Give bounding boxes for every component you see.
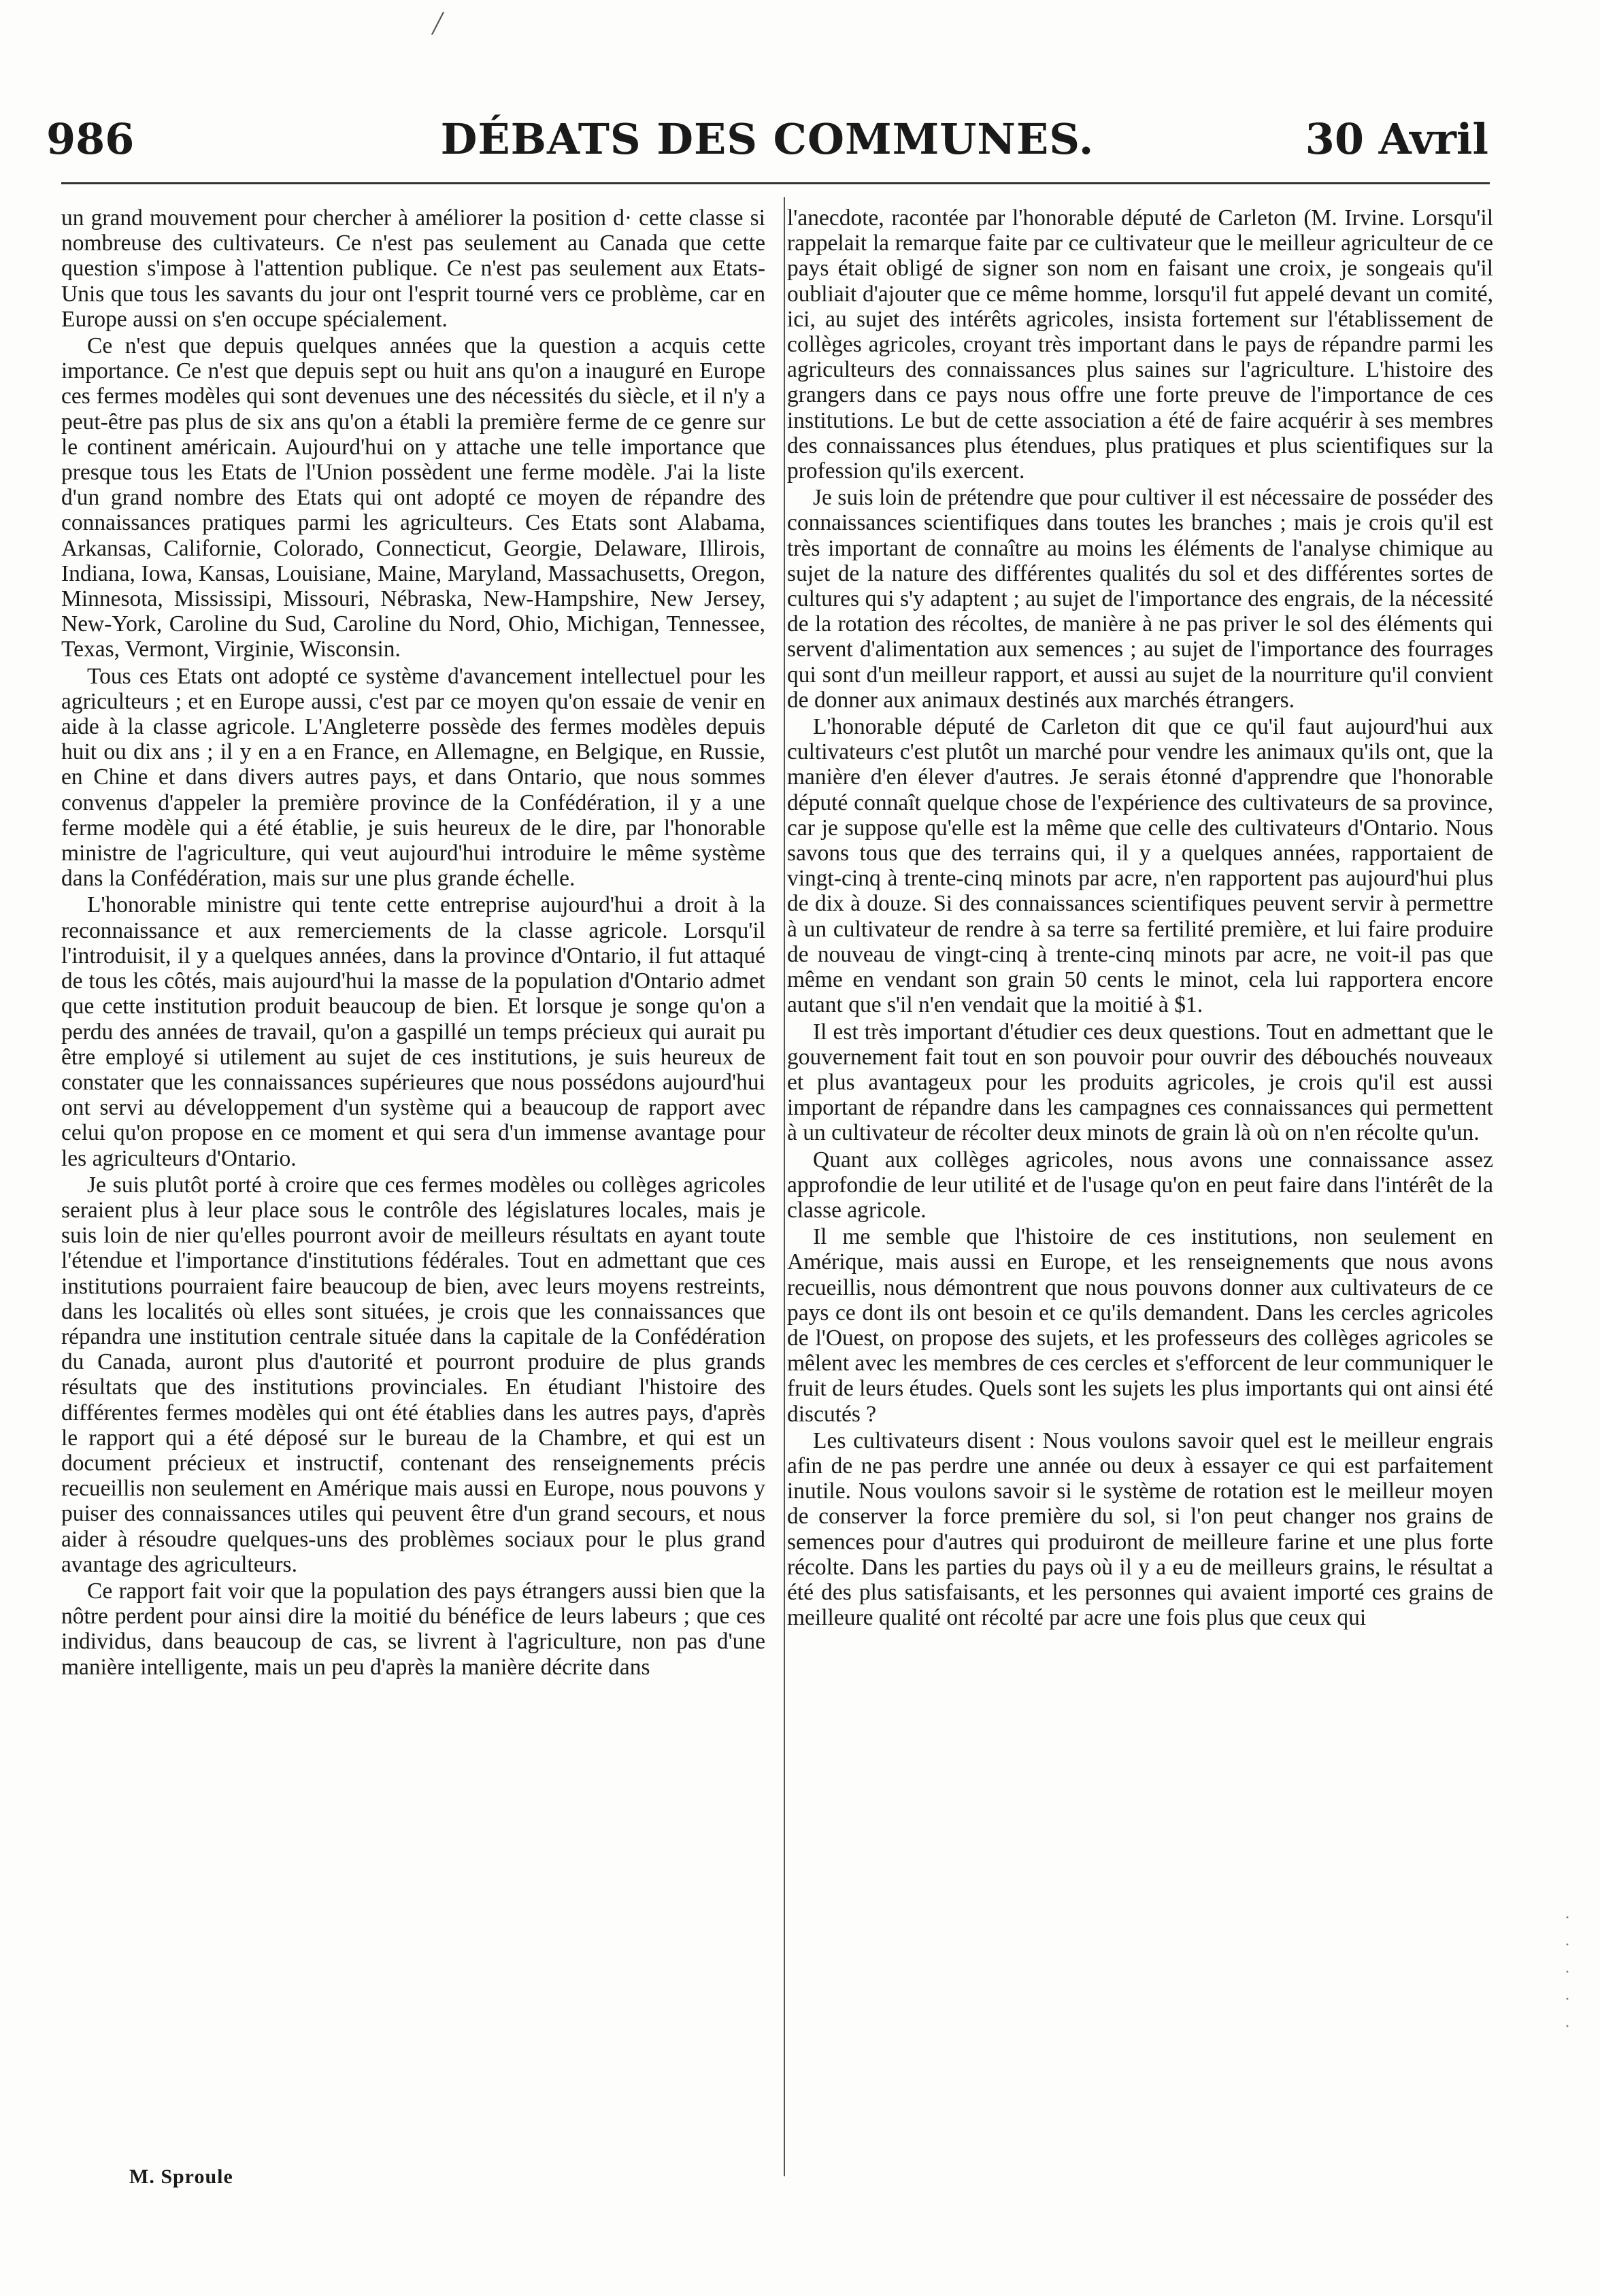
page-title: DÉBATS DES COMMUNES. xyxy=(440,114,1095,164)
paragraph: Je suis loin de prétendre que pour cultiver il est nécessaire de posséder des connaissances scientifiques dans toutes les branches ; mais je crois qu'il est très important de connaître au moins les éléments de l'analyse chimique au sujet de la nature des différentes qualités du sol et des différentes sortes de cultures qui s'y adaptent ; au sujet de l'importance des engrais, de la nécessité de la rotation des récoltes, de manière à ne pas priver le sol des éléments qui servent d'alimentation aux semences ; au sujet de l'importance des fourrages qui sont d'un meilleur rapport, et aussi au sujet de la nourriture qu'il convient de donner aux animaux destinés aux marchés étrangers. xyxy=(787,485,1493,713)
scan-mark: ╱ xyxy=(432,14,444,35)
margin-marks: · · · · · xyxy=(1565,1909,1570,2036)
left-column xyxy=(61,205,765,2178)
paragraph: Les cultivateurs disent : Nous voulons savoir quel est le meilleur engrais afin de ne pas perdre une année ou deux à essayer ce qui est parfaitement inutile. Nous voulons savoir si le système de rotation est le meilleur moyen de conserver la force première du sol, si l'on peut changer nos grains de semences pour d'autres qui produiront de meilleure farine et une plus forte récolte. Dans les parties du pays où il y a eu de meilleurs grains, le résultat a été des plus satisfaisants, et les personnes qui avaient importé ces grains de meilleure qualité ont récolté par acre une fois plus que ceux qui xyxy=(787,1428,1493,1631)
column-divider xyxy=(784,197,785,2176)
paragraph: Je suis plutôt porté à croire que ces fermes modèles ou collèges agricoles seraient plus à leur place sous le contrôle des législatures locales, mais je suis loin de nier qu'elles pourront avoir de meilleurs résultats en ayant toute l'étendue et l'importance d'institutions fédérales. Tout en admettant que ces institutions pourraient faire beaucoup de bien, avec leurs moyens restreints, dans les localités où elles sont situées, je crois que les connaissances que répandra une institution centrale située dans la capitale de la Confédération du Canada, auront plus d'autorité et pourront produire de plus grands résultats que des institutions provinciales. En étudiant l'histoire des différentes fermes modèles qui ont été établies dans les autres pays, d'après le rapport qui a été déposé sur le bureau de la Chambre, et qui est un document précieux et instructif, contenant des renseignements précis recueillis non seulement en Amérique mais aussi en Europe, nous pouvons y puiser des connaissances utiles qui peuvent être d'un grand secours, et nous aider à résoudre quelques-uns des problèmes sociaux pour le plus grand avantage des agriculteurs. xyxy=(61,1172,765,1577)
page-date: 30 Avril xyxy=(1305,114,1488,164)
paragraph: Ce rapport fait voir que la population des pays étrangers aussi bien que la nôtre perdent pour ainsi dire la moitié du bénéfice de leurs labeurs ; que ces individus, dans beaucoup de cas, se livrent à l'agriculture, non pas d'une manière intelligente, mais un peu d'après la manière décrite dans xyxy=(61,1578,765,1680)
paragraph: Ce n'est que depuis quelques années que la question a acquis cette importance. Ce n'est que depuis sept ou huit ans qu'on a inauguré en Europe ces fermes modèles qui sont devenues une des nécessités du siècle, et il n'y a peut-être pas plus de six ans qu'on a établi la première ferme de ce genre sur le continent américain. Aujourd'hui on y attache une telle importance que presque tous les Etats de l'Union possèdent une ferme modèle. J'ai la liste d'un grand nombre des Etats qui ont adopté ce moyen de répandre des connaissances pratiques parmi les agriculteurs. Ces Etats sont Alabama, Arkansas, Californie, Colorado, Connecticut, Georgie, Delaware, Illirois, Indiana, Iowa, Kansas, Louisiane, Maine, Maryland, Massachusetts, Oregon, Minnesota, Mississipi, Missouri, Nébraska, New-Hampshire, New Jersey, New-York, Caroline du Sud, Caroline du Nord, Ohio, Michigan, Tennessee, Texas, Vermont, Virginie, Wisconsin. xyxy=(61,333,765,662)
paragraph: l'anecdote, racontée par l'honorable député de Carleton (M. Irvine. Lorsqu'il rappelait la remarque faite par ce cultivateur que le meilleur agriculteur de ce pays était obligé de signer son nom en faisant une croix, je songeais qu'il oubliait d'ajouter que ce même homme, lorsqu'il fut appelé devant un comité, ici, au sujet des intérêts agricoles, insista fortement sur l'établissement de collèges agricoles, croyant très important dans le pays de répandre parmi les agriculteurs des connaissances plus saines sur l'agriculture. L'histoire des grangers dans ce pays nous offre une forte preuve de l'importance de ces institutions. Le but de cette association a été de faire acquérir à ses membres des connaissances plus étendues, plus pratiques et plus scientifiques sur la profession qu'ils exercent. xyxy=(787,205,1493,484)
paragraph: Quant aux collèges agricoles, nous avons une connaissance assez approfondie de leur utilité et de l'usage qu'on en peut faire dans l'intérêt de la classe agricole. xyxy=(787,1147,1493,1223)
paragraph: L'honorable député de Carleton dit que ce qu'il faut aujourd'hui aux cultivateurs c'est plutôt un marché pour vendre les animaux qu'ils ont, que la manière d'en élever d'autres. Je serais étonné d'apprendre que l'honorable député connaît quelque chose de l'expérience des cultivateurs de sa province, car je suppose qu'elle est la même que celle des cultivateurs d'Ontario. Nous savons tous que des terrains qui, il y a quelques années, rapportaient de vingt-cinq à trente-cinq minots par acre, n'en rapportent pas aujourd'hui plus de dix à douze. Si des connaissances scientifiques peuvent servir à permettre à un cultivateur de rendre à sa terre sa fertilité première, et lui faire produire de nouveau de vingt-cinq à trente-cinq minots par acre, ne voit-il pas que même en vendant son grain 50 cents le minot, cela lui rapportera encore autant que s'il n'en vendait que la moitié à $1. xyxy=(787,714,1493,1018)
paragraph: un grand mouvement pour chercher à améliorer la position d· cette classe si nombreuse des cultivateurs. Ce n'est pas seulement au Canada que cette question s'impose à l'attention publique. Ce n'est pas seulement aux Etats-Unis que tous les savants du jour ont l'esprit tourné vers ce problème, car en Europe aussi on s'en occupe spécialement. xyxy=(61,205,765,332)
page-number: 986 xyxy=(46,114,135,164)
paragraph: Il me semble que l'histoire de ces institutions, non seulement en Amérique, mais aussi en Europe, et les renseignements que nous avons recueillis, nous démontrent que nous pouvons donner aux cultivateurs de ce pays ce dont ils ont besoin et ce qu'ils demandent. Dans les cercles agricoles de l'Ouest, on propose des sujets, et les professeurs des collèges agricoles se mêlent avec les membres de ces cercles et s'efforcent de leur communiquer le fruit de leurs études. Quels sont les sujets les plus importants qui ont ainsi été discutés ? xyxy=(787,1224,1493,1427)
paragraph: Tous ces Etats ont adopté ce système d'avancement intellectuel pour les agriculteurs ; et en Europe aussi, c'est par ce moyen qu'on essaie de venir en aide à la classe agricole. L'Angleterre possède des fermes modèles depuis huit ou dix ans ; il y en a en France, en Allemagne, en Belgique, en Russie, en Chine et dans divers autres pays, et dans Ontario, que nous sommes convenus d'appeler la première province de la Confédération, il y a une ferme modèle qui a été établie, je suis heureux de le dire, par l'honorable ministre de l'agriculture, qui veut aujourd'hui introduire le même système dans la Confédération, mais sur une plus grande échelle. xyxy=(61,663,765,892)
paragraph: L'honorable ministre qui tente cette entreprise aujourd'hui a droit à la reconnaissance et aux remerciements de la classe agricole. Lorsqu'il l'introduisit, il y a quelques années, dans la province d'Ontario, il fut attaqué de tous les côtés, mais aujourd'hui la masse de la population d'Ontario admet que cette institution produit beaucoup de bien. Et lorsque je songe qu'on a perdu des années de travail, qu'on a gaspillé un temps précieux qui aurait pu être employé si utilement au sujet de ces institutions, je suis heureux de constater que les connaissances supérieures que nous possédons aujourd'hui ont servi au développement d'un système qui a beaucoup de rapport avec celui qu'on propose en ce moment et qui sera d'un immense avantage pour les agriculteurs d'Ontario. xyxy=(61,892,765,1171)
right-column xyxy=(787,205,1493,2178)
page-header xyxy=(46,114,1488,166)
header-rule xyxy=(61,182,1490,184)
paragraph: Il est très important d'étudier ces deux questions. Tout en admettant que le gouvernement fait tout en son pouvoir pour ouvrir des débouchés nouveaux et plus avantageux pour les produits agricoles, je crois qu'il est aussi important de répandre dans les campagnes ces connaissances qui permettent à un cultivateur de récolter deux minots de grain là où on n'en récolte qu'un. xyxy=(787,1019,1493,1146)
speaker-footer: M. Sproule xyxy=(129,2165,233,2188)
